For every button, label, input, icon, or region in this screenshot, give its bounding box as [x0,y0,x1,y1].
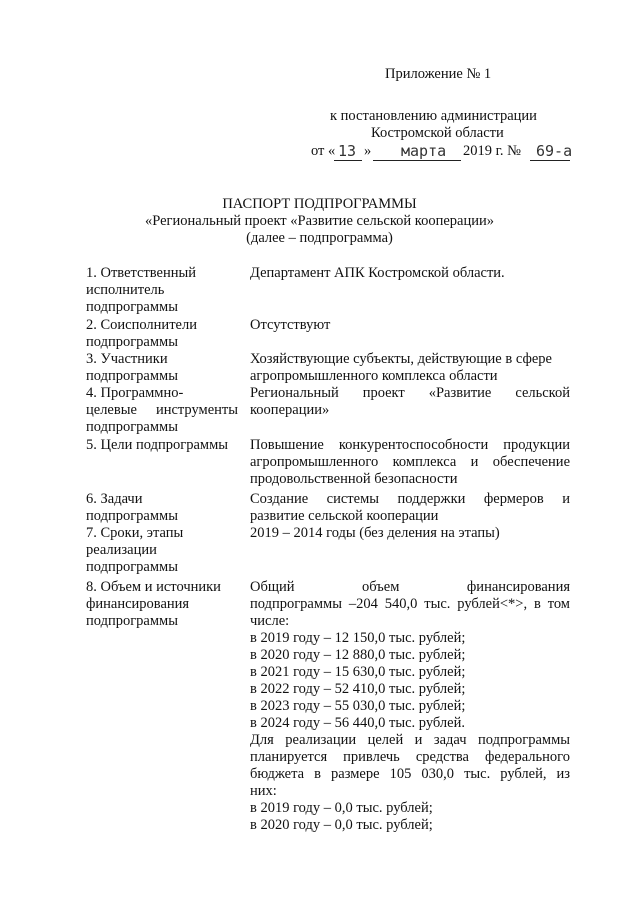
text-line: 2019 – 2014 годы (без деления на этапы) [250,525,500,541]
date-month: марта [401,142,447,160]
text-line: планируется привлечь средства федерального [250,749,570,765]
text-line: в 2019 году – 0,0 тыс. рублей; [250,800,433,816]
number-underline [530,160,570,161]
text-line: 2. Соисполнители [86,317,197,333]
row-8-value [250,579,570,834]
text-line: в 2019 году – 12 150,0 тыс. рублей; [250,630,466,646]
text-line: подпрограммы [86,613,178,629]
text-line: целевые инструменты [86,402,238,418]
text-line: подпрограммы [86,299,178,315]
appendix-label: Приложение № 1 [385,66,492,82]
passport-subtitle: «Региональный проект «Развитие сельской кооперации» [145,213,494,229]
text-line: в 2020 году – 0,0 тыс. рублей; [250,817,433,833]
text-line: в 2022 году – 52 410,0 тыс. рублей; [250,681,466,697]
date-year: 2019 г. № [463,143,522,159]
region-line: Костромской области [371,125,504,141]
text-line: в 2021 году – 15 630,0 тыс. рублей; [250,664,466,680]
date-prefix: от « [311,143,336,159]
text-line: финансирования [86,596,190,612]
text-line: 7. Сроки, этапы [86,525,184,541]
text-line: в 2020 году – 12 880,0 тыс. рублей; [250,647,466,663]
text-line: подпрограммы [86,368,178,384]
text-line: в 2023 году – 55 030,0 тыс. рублей; [250,698,466,714]
month-underline [373,160,461,161]
text-line: развитие сельской кооперации [250,508,439,524]
text-line: Для реализации целей и задач подпрограммы [250,732,570,748]
row-7-label [86,525,238,576]
text-line: подпрограммы [86,559,178,575]
date-day: 13 [338,142,357,160]
text-line: 3. Участники [86,351,168,367]
text-line: агропромышленного комплекса и обеспечение [250,454,570,470]
text-line: продовольственной безопасности [250,471,458,487]
text-line: 1. Ответственный [86,265,197,281]
row-2-value [250,317,570,334]
text-line: в 2024 году – 56 440,0 тыс. рублей. [250,715,465,731]
text-line: Отсутствуют [250,317,331,333]
row-2-label [86,317,238,351]
text-line: Повышение конкурентоспособности продукции [250,437,570,453]
row-3-value [250,351,570,385]
row-1-label [86,265,238,316]
text-line: Общий объем финансирования [250,579,570,595]
text-line: 6. Задачи [86,491,143,507]
row-5-value [250,437,570,488]
text-line: агропромышленного комплекса области [250,368,498,384]
document-number: 69-а [536,142,573,160]
text-line: 5. Цели подпрограммы [86,437,228,453]
text-line: подпрограммы [86,508,178,524]
passport-note: (далее – подпрограмма) [246,230,393,246]
row-8-label [86,579,238,630]
text-line: подпрограммы [86,334,178,350]
text-line: Региональный проект «Развитие сельской [250,385,570,401]
row-6-value [250,491,570,525]
text-line: подпрограммы –204 540,0 тыс. рублей<*>, в том [250,596,570,612]
row-6-label [86,491,238,525]
text-line: Создание системы поддержки фермеров и [250,491,570,507]
text-line: числе: [250,613,290,629]
row-4-value [250,385,570,419]
text-line: них: [250,783,277,799]
passport-title: ПАСПОРТ ПОДПРОГРАММЫ [222,196,417,212]
text-line: 8. Объем и источники [86,579,221,595]
text-line: исполнитель [86,282,165,298]
row-7-value [250,525,570,542]
row-5-label [86,437,238,454]
text-line: 4. Программно- [86,385,184,401]
text-line: бюджета в размере 105 030,0 тыс. рублей, из [250,766,570,782]
row-1-value [250,265,570,282]
resolution-line: к постановлению администрации [330,108,537,124]
date-mid: » [364,143,372,159]
text-line: подпрограммы [86,419,178,435]
text-line: реализации [86,542,157,558]
text-line: Департамент АПК Костромской области. [250,265,505,281]
day-underline [334,160,362,161]
text-line: кооперации» [250,402,330,418]
row-4-label [86,385,238,436]
text-line: Хозяйствующие субъекты, действующие в сфере [250,351,552,367]
row-3-label [86,351,238,385]
